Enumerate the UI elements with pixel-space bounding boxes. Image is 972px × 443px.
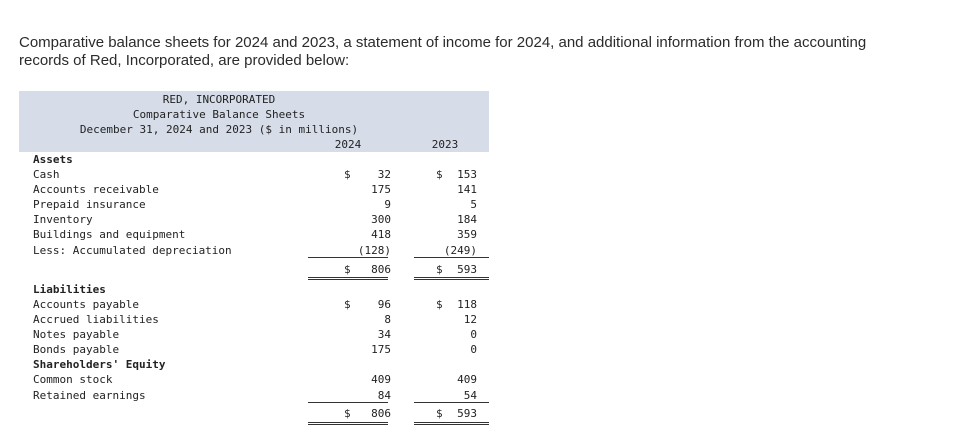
value-2024: 84 — [377, 389, 391, 402]
column-header-2024: 2024 — [334, 138, 362, 151]
row-label: Common stock — [33, 373, 113, 386]
value-2024: 175 — [371, 183, 391, 196]
table-row — [19, 372, 489, 387]
total-value-2024: 806 — [371, 263, 391, 276]
value-2023: 0 — [470, 328, 477, 341]
value-2023: 118 — [457, 298, 477, 311]
table-row — [19, 327, 489, 342]
value-2023: 0 — [470, 343, 477, 356]
value-2024: 8 — [384, 313, 391, 326]
total-double-rule — [308, 277, 388, 280]
currency-symbol: $ — [436, 263, 443, 276]
subtotal-rule — [414, 257, 489, 258]
row-label: Accounts receivable — [33, 183, 159, 196]
row-label: Retained earnings — [33, 389, 146, 402]
table-header — [19, 91, 489, 152]
value-2023: 184 — [457, 213, 477, 226]
row-label: Prepaid insurance — [33, 198, 146, 211]
currency-symbol: $ — [344, 298, 351, 311]
row-label: Bonds payable — [33, 343, 120, 356]
row-label: Buildings and equipment — [33, 228, 186, 241]
table-row — [19, 388, 489, 403]
currency-symbol: $ — [436, 168, 443, 181]
value-2024: 34 — [377, 328, 391, 341]
value-2024: (128) — [357, 244, 391, 257]
value-2023: (249) — [443, 244, 477, 257]
table-row — [19, 197, 489, 212]
row-label: Less: Accumulated depreciation — [33, 244, 232, 257]
statement-title: Comparative Balance Sheets — [132, 108, 306, 121]
row-label: Accrued liabilities — [33, 313, 159, 326]
table-row — [19, 243, 489, 258]
total-double-rule — [414, 277, 489, 280]
value-2024: 32 — [377, 168, 391, 181]
currency-symbol: $ — [436, 298, 443, 311]
total-value-2023: 593 — [457, 263, 477, 276]
intro-line-2: records of Red, Incorporated, are provided below: — [19, 52, 350, 69]
liabilities-heading: Liabilities — [33, 283, 106, 296]
equity-heading-row — [19, 357, 489, 372]
total-double-rule — [414, 422, 489, 425]
currency-symbol: $ — [344, 263, 351, 276]
intro-text — [19, 34, 939, 70]
statement-period: December 31, 2024 and 2023 ($ in millions) — [79, 123, 359, 136]
value-2024: 96 — [377, 298, 391, 311]
subtotal-rule — [308, 257, 388, 258]
value-2023: 153 — [457, 168, 477, 181]
table-row — [19, 297, 489, 312]
currency-symbol: $ — [344, 407, 351, 420]
value-2024: 9 — [384, 198, 391, 211]
table-row — [19, 182, 489, 197]
table-row — [19, 342, 489, 357]
row-label: Notes payable — [33, 328, 120, 341]
equity-heading: Shareholders' Equity — [33, 358, 166, 371]
value-2024: 418 — [371, 228, 391, 241]
value-2024: 175 — [371, 343, 391, 356]
total-liabilities-equity-row — [19, 406, 489, 421]
value-2023: 12 — [463, 313, 477, 326]
value-2023: 409 — [457, 373, 477, 386]
currency-symbol: $ — [344, 168, 351, 181]
total-double-rule — [308, 422, 388, 425]
table-row — [19, 212, 489, 227]
value-2023: 5 — [470, 198, 477, 211]
value-2023: 359 — [457, 228, 477, 241]
column-header-2023: 2023 — [431, 138, 459, 151]
total-assets-row — [19, 262, 489, 277]
intro-line-1: Comparative balance sheets for 2024 and 2023, a statement of income for 2024, and additional information from the accounting — [19, 34, 867, 51]
liabilities-heading-row — [19, 282, 489, 297]
value-2024: 409 — [371, 373, 391, 386]
value-2023: 141 — [457, 183, 477, 196]
table-row — [19, 167, 489, 182]
value-2023: 54 — [463, 389, 477, 402]
assets-heading-row — [19, 152, 489, 167]
row-label: Inventory — [33, 213, 93, 226]
subtotal-rule — [414, 402, 489, 403]
total-value-2023: 593 — [457, 407, 477, 420]
subtotal-rule — [308, 402, 388, 403]
assets-heading: Assets — [33, 153, 73, 166]
row-label: Cash — [33, 168, 60, 181]
currency-symbol: $ — [436, 407, 443, 420]
row-label: Accounts payable — [33, 298, 139, 311]
table-row — [19, 312, 489, 327]
value-2024: 300 — [371, 213, 391, 226]
balance-sheet-table — [19, 91, 489, 420]
company-name: RED, INCORPORATED — [162, 93, 276, 106]
total-value-2024: 806 — [371, 407, 391, 420]
table-row — [19, 227, 489, 242]
